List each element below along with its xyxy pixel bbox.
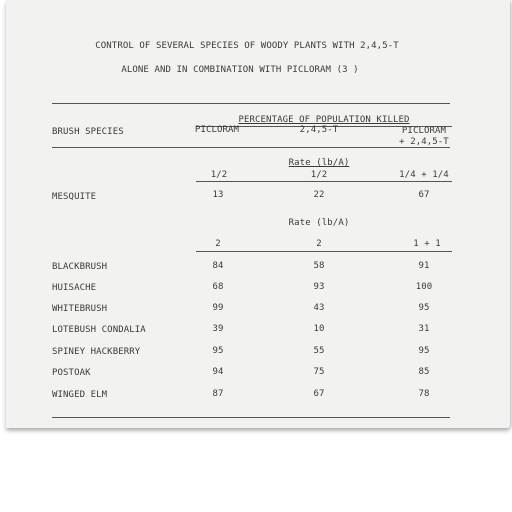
value-picloram: 87 (212, 389, 224, 399)
value-picloram: 39 (212, 324, 224, 334)
species-label: WHITEBRUSH (52, 304, 108, 314)
value-combination: 91 (418, 261, 430, 271)
col-picloram-header: PICLORAM (194, 125, 240, 135)
header-bottom-rule (52, 147, 450, 148)
bottom-rule (52, 417, 450, 418)
col-combination-header (399, 126, 449, 148)
document-page (6, 0, 510, 428)
value-picloram: 99 (212, 303, 224, 313)
mesquite-245t: 22 (313, 190, 325, 200)
percentage-header: PERCENTAGE OF POPULATION KILLED (238, 115, 410, 125)
rate-2-245t: 2 (316, 239, 322, 249)
species-label: LOTEBUSH CONDALIA (52, 325, 146, 335)
species-mesquite: MESQUITE (52, 192, 97, 202)
rate-2-rule (196, 251, 452, 252)
col-combination-header-line2: + 2,4,5-T (399, 137, 449, 147)
value-245t: 75 (313, 367, 325, 377)
value-picloram: 94 (212, 367, 224, 377)
species-label: POSTOAK (52, 368, 91, 378)
value-combination: 78 (418, 389, 430, 399)
rate-2-picloram: 2 (215, 239, 221, 249)
col-combination-header-line1: PICLORAM (401, 126, 447, 136)
value-combination: 100 (415, 282, 433, 292)
value-combination: 95 (418, 303, 430, 313)
rate-1-combination: 1/4 + 1/4 (399, 170, 449, 180)
rate-1-picloram: 1/2 (210, 170, 228, 180)
value-245t: 55 (313, 346, 325, 356)
species-label: SPINEY HACKBERRY (52, 347, 141, 357)
value-picloram: 84 (212, 261, 224, 271)
brush-species-header: BRUSH SPECIES (52, 127, 124, 137)
value-245t: 67 (313, 389, 325, 399)
value-combination: 31 (418, 324, 430, 334)
value-245t: 93 (313, 282, 325, 292)
value-245t: 58 (313, 261, 325, 271)
mesquite-picloram: 13 (212, 190, 224, 200)
top-rule (52, 103, 450, 104)
value-245t: 43 (313, 303, 325, 313)
mesquite-combination: 67 (418, 190, 430, 200)
rate-1-rule (196, 181, 452, 182)
rate-2-combination: 1 + 1 (413, 239, 441, 249)
species-label: WINGED ELM (52, 390, 108, 400)
rate-1-245t: 1/2 (310, 170, 328, 180)
value-245t: 10 (313, 324, 325, 334)
col-245t-header: 2,4,5-T (299, 125, 339, 135)
title-line-1: CONTROL OF SEVERAL SPECIES OF WOODY PLANTS WITH 2,4,5-T (95, 41, 399, 51)
rate-label-1: Rate (lb/A) (288, 158, 350, 168)
title-line-2: ALONE AND IN COMBINATION WITH PICLORAM (3 ) (121, 65, 359, 75)
value-picloram: 68 (212, 282, 224, 292)
value-combination: 95 (418, 346, 430, 356)
value-picloram: 95 (212, 346, 224, 356)
species-label: BLACKBRUSH (52, 262, 108, 272)
species-label: HUISACHE (52, 283, 97, 293)
value-combination: 85 (418, 367, 430, 377)
rate-label-2: Rate (lb/A) (288, 218, 350, 228)
